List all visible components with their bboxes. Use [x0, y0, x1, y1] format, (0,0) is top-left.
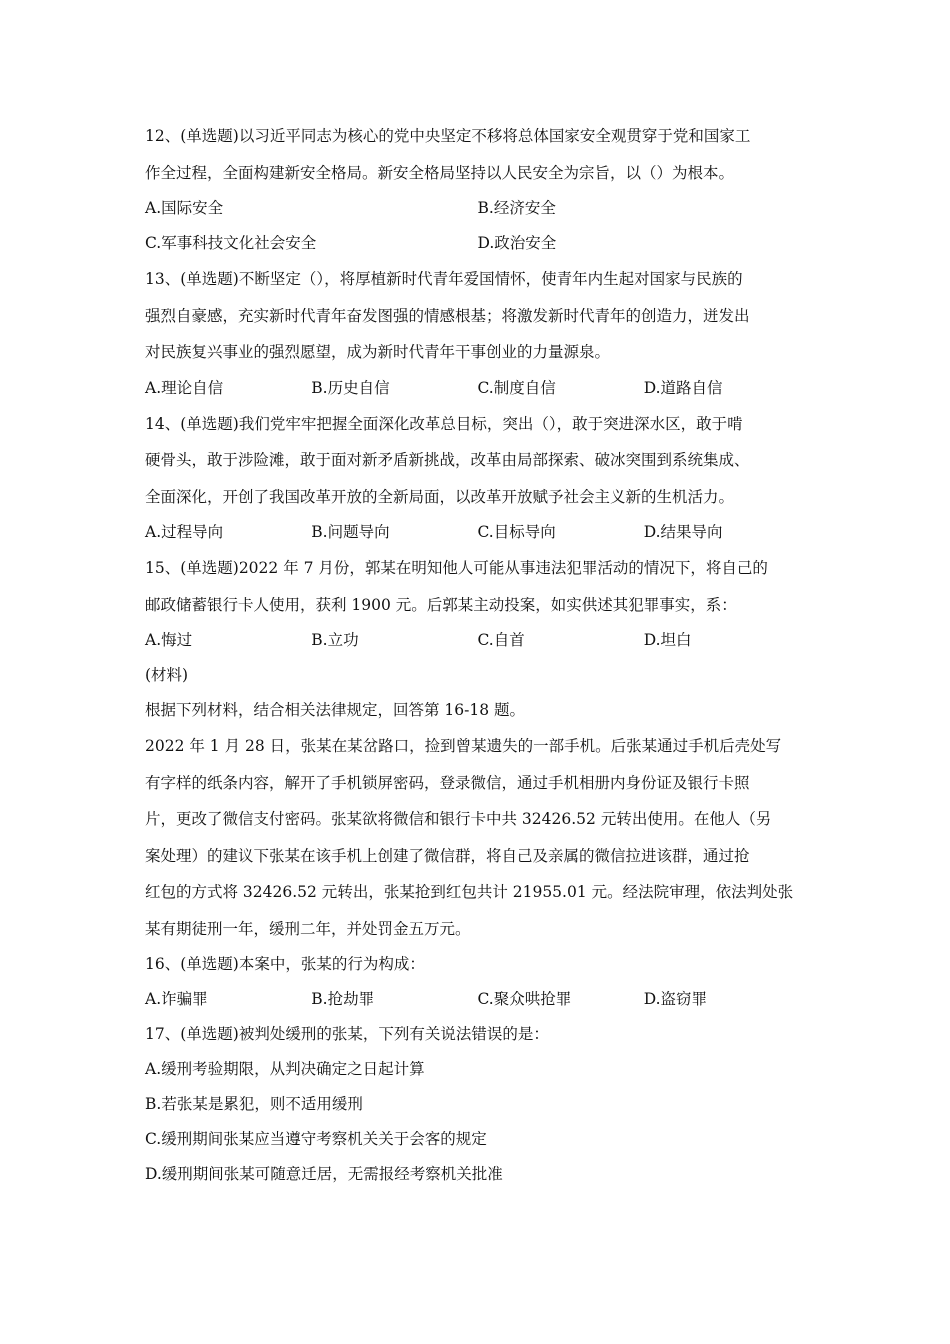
material-text: 某有期徒刑一年，缓刑二年，并处罚金五万元。 [145, 919, 471, 938]
question-16 [145, 947, 810, 1017]
option-b: B.抢劫罪 [311, 990, 375, 1008]
option-c: C.军事科技文化社会安全 [145, 234, 317, 252]
question-text: 13、(单选题)不断坚定（），将厚植新时代青年爱国情怀，使青年内生起对国家与民族的 [145, 270, 743, 288]
question-text: 15、(单选题)2022 年 7 月份，郭某在明知他人可能从事违法犯罪活动的情况下，将自己的 [145, 559, 768, 577]
option-d: D.结果导向 [643, 523, 723, 541]
option-a: A.过程导向 [145, 523, 224, 541]
option-a: A.缓刑考验期限，从判决确定之日起计算 [145, 1060, 425, 1078]
question-text: 16、(单选题)本案中，张某的行为构成： [145, 955, 425, 973]
option-row [145, 982, 810, 1017]
material-text: 红包的方式将 32426.52 元转出，张某抢到红包共计 21955.01 元。经法院审理，依法判处张 [145, 883, 794, 901]
option-row [145, 226, 810, 261]
option-a: A.诈骗罪 [145, 990, 208, 1008]
question-15 [145, 550, 810, 658]
option-b: B.立功 [311, 631, 359, 649]
material-text: 案处理）的建议下张某在该手机上创建了微信群，将自己及亲属的微信拉进该群，通过抢 [145, 846, 750, 865]
question-13 [145, 261, 810, 406]
option-b: B.若张某是累犯，则不适用缓刑 [145, 1095, 363, 1113]
question-text: 硬骨头，敢于涉险滩，敢于面对新矛盾新挑战，改革由局部探索、破冰突围到系统集成、 [145, 451, 750, 469]
option-c: C.缓刑期间张某应当遵守考察机关关于会客的规定 [145, 1130, 487, 1148]
option-a: A.国际安全 [145, 199, 224, 217]
option-b: B.经济安全 [477, 199, 556, 217]
option-d: D.政治安全 [477, 234, 557, 252]
option-b: B.历史自信 [311, 378, 390, 397]
question-text: 邮政储蓄银行卡人使用，获利 1900 元。后郭某主动投案，如实供述其犯罪事实，系： [145, 595, 737, 614]
option-c: C.聚众哄抢罪 [477, 990, 572, 1008]
question-text: 对民族复兴事业的强烈愿望，成为新时代青年干事创业的力量源泉。 [145, 343, 611, 361]
question-12 [145, 118, 810, 261]
question-text: 作全过程，全面构建新安全格局。新安全格局坚持以人民安全为宗旨，以（）为根本。 [145, 163, 735, 182]
option-d: D.坦白 [643, 631, 692, 649]
option-d: D.道路自信 [643, 378, 723, 397]
question-17 [145, 1017, 810, 1192]
option-row [145, 623, 810, 658]
option-b: B.问题导向 [311, 523, 390, 541]
question-text: 全面深化，开创了我国改革开放的全新局面，以改革开放赋予社会主义新的生机活力。 [145, 487, 735, 506]
question-14 [145, 406, 810, 551]
question-text: 强烈自豪感，充实新时代青年奋发图强的情感根基；将激发新时代青年的创造力，迸发出 [145, 306, 750, 325]
material-section [145, 658, 810, 947]
material-text: 有字样的纸条内容，解开了手机锁屏密码，登录微信，通过手机相册内身份证及银行卡照 [145, 773, 750, 792]
question-text: 12、(单选题)以习近平同志为核心的党中央坚定不移将总体国家安全观贯穿于党和国家工 [145, 127, 751, 145]
material-tag: (材料) [145, 666, 189, 684]
question-text: 14、(单选题)我们党牢牢把握全面深化改革总目标，突出（），敢于突进深水区，敢于啃 [145, 414, 743, 433]
option-d: D.盗窃罪 [643, 990, 708, 1008]
document-page [145, 118, 810, 1192]
material-text: 片，更改了微信支付密码。张某欲将微信和银行卡中共 32426.52 元转出使用。在他人（另 [145, 810, 772, 828]
option-a: A.理论自信 [145, 378, 224, 397]
option-row [145, 191, 810, 226]
question-text: 17、(单选题)被判处缓刑的张某，下列有关说法错误的是： [145, 1025, 549, 1043]
option-a: A.悔过 [145, 631, 193, 649]
option-row [145, 515, 810, 550]
material-intro: 根据下列材料，结合相关法律规定，回答第 16-18 题。 [145, 701, 526, 719]
option-row [145, 371, 810, 406]
option-c: C.制度自信 [477, 378, 556, 397]
option-c: C.目标导向 [477, 523, 556, 541]
material-text: 2022 年 1 月 28 日，张某在某岔路口，捡到曾某遗失的一部手机。后张某通过手机后壳处写 [145, 737, 782, 755]
option-d: D.缓刑期间张某可随意迁居，无需报经考察机关批准 [145, 1165, 503, 1183]
option-c: C.自首 [477, 631, 525, 649]
